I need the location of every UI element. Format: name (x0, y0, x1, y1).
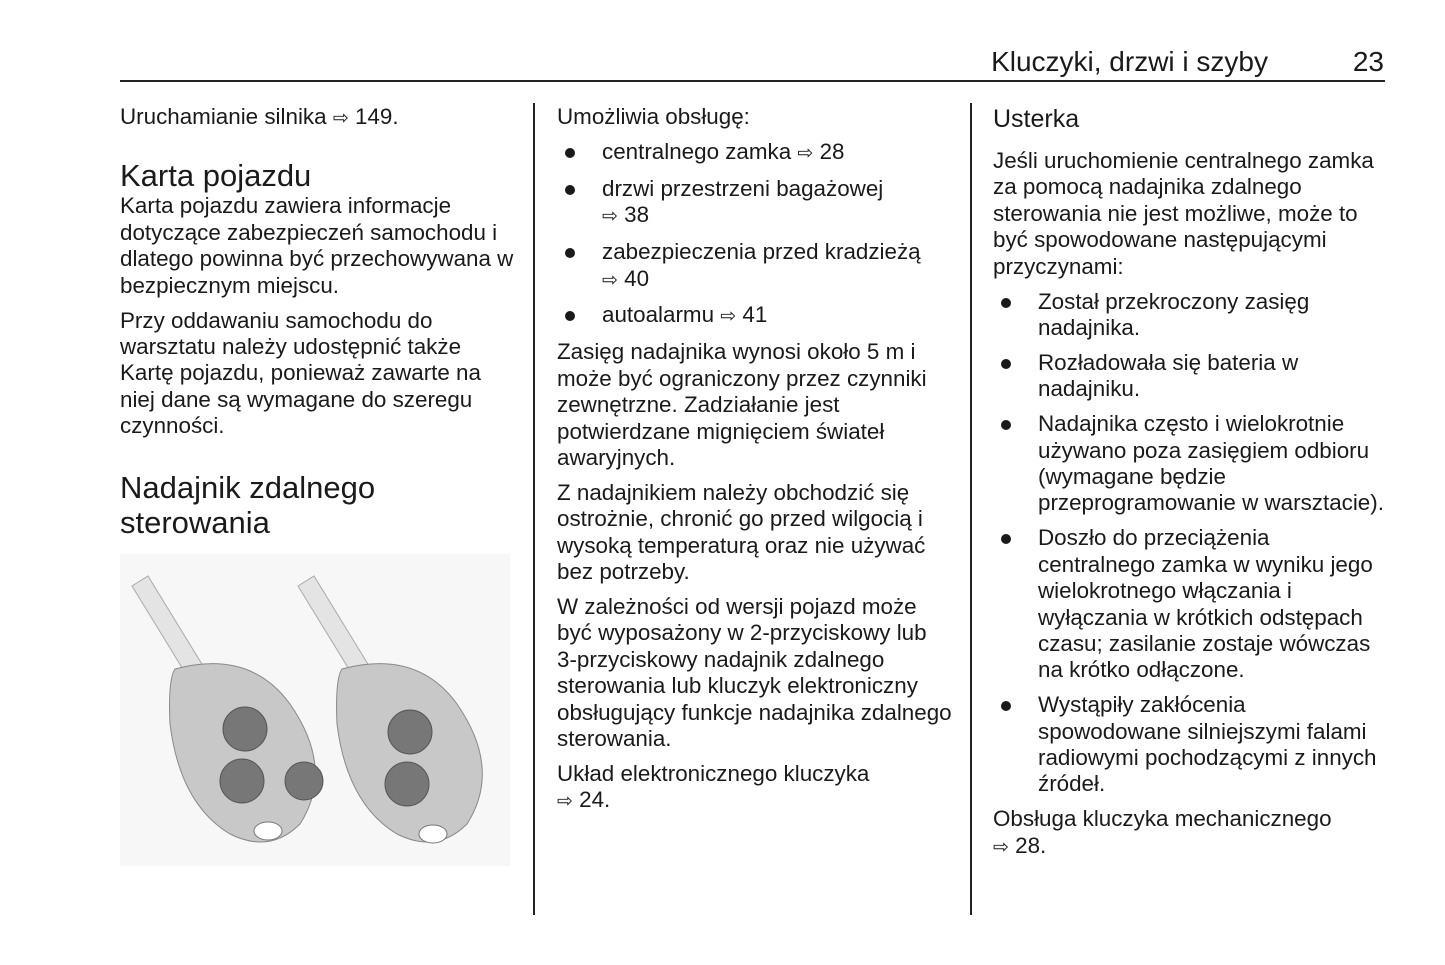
page-number: 23 (1352, 46, 1384, 77)
remote-keys-illustration (120, 554, 510, 866)
column-1 (120, 104, 515, 866)
paragraph: Jeśli uruchomienie centralnego zamka za pomocą nadajnika zdalnego sterowania nie jest możliwe, może to być spowodowane następującymi przyczynami: (993, 148, 1374, 279)
paragraph: Zasięg nadajnika wynosi około 5 m i może być ograniczony przez czynniki zewnętrzne. Zadziałanie jest potwierdzane mignięciem świateł awaryjnych. (557, 339, 927, 470)
bullet-icon (1001, 420, 1011, 430)
list-item (993, 411, 1388, 517)
column-2 (557, 104, 952, 824)
paragraph (557, 761, 952, 816)
bullet-icon (565, 311, 575, 321)
bullet-icon (1001, 701, 1011, 711)
text: drzwi przestrzeni bagażowej (602, 175, 884, 201)
reference-arrow-icon: ⇨ (797, 142, 814, 164)
bullet-icon (565, 185, 575, 195)
paragraph (993, 806, 1388, 861)
text: centralnego zamka (602, 138, 792, 164)
text: Doszło do przeciążenia centralnego zamka w wyniku jego wielokrotnego włączania i wyłączania w krótkich odstępach czasu; zasilanie zostaje wówczas na krótko odłączone. (1038, 525, 1373, 683)
bullet-icon (565, 148, 575, 158)
list-item (557, 239, 952, 294)
reference-arrow-icon: ⇨ (332, 108, 349, 129)
reference-arrow-icon: ⇨ (602, 206, 618, 228)
list-item (993, 525, 1388, 683)
feature-list (557, 139, 952, 331)
page-link[interactable]: 41 (742, 302, 768, 328)
text: Obsługa kluczyka mechanicznego (993, 806, 1332, 832)
column-3 (993, 104, 1388, 870)
heading-vehicle-card: Karta pojazdu (120, 158, 312, 194)
text: Układ elektronicznego kluczyka (557, 760, 870, 786)
paragraph: Przy oddawaniu samochodu do warsztatu należy udostępnić także Kartę pojazdu, ponieważ zawarte na niej dane są wymagane do szeregu czynności. (120, 307, 481, 439)
page-link[interactable]: 40 (624, 265, 650, 291)
reference-arrow-icon: ⇨ (602, 269, 618, 291)
paragraph: Umożliwia obsługę: (557, 104, 750, 129)
intro-ref (120, 104, 515, 132)
heading-fault: Usterka (993, 105, 1080, 133)
text: Nadajnika często i wielokrotnie używano poza zasięgiem odbioru (wymagane będzie przeprogramowanie w warsztacie). (1038, 411, 1384, 516)
text: Uruchamianie silnika (120, 104, 327, 129)
paragraph: Z nadajnikiem należy obchodzić się ostrożnie, chronić go przed wilgocią i wysoką temperaturą oraz nie używać bez potrzeby. (557, 479, 926, 585)
chapter-title: Kluczyki, drzwi i szyby (991, 46, 1268, 77)
page-link[interactable]: 149. (354, 104, 399, 129)
header-divider (120, 80, 1385, 82)
text: Rozładowała się bateria w nadajniku. (1038, 349, 1299, 402)
list-item (557, 176, 952, 231)
bullet-icon (1001, 534, 1011, 544)
cause-list (993, 289, 1388, 798)
text: Został przekroczony zasięg nadajnika. (1038, 288, 1310, 340)
bullet-icon (1001, 298, 1011, 308)
page-link[interactable]: 24. (579, 787, 611, 813)
list-item (993, 289, 1388, 342)
list-item (993, 350, 1388, 403)
paragraph: Karta pojazdu zawiera informacje dotyczące zabezpieczeń samochodu i dlatego powinna być przechowywana w bezpiecznym miejscu. (120, 193, 514, 298)
list-item (993, 692, 1388, 798)
page-link[interactable]: 38 (624, 202, 650, 228)
text: autoalarmu (602, 302, 715, 328)
column-divider (533, 103, 535, 915)
reference-arrow-icon: ⇨ (557, 791, 573, 813)
page-link[interactable]: 28 (819, 138, 845, 164)
page-link[interactable]: 28. (1015, 832, 1047, 858)
reference-arrow-icon: ⇨ (993, 836, 1009, 858)
column-divider (970, 103, 972, 915)
text: Wystąpiły zakłócenia spowodowane silniejszymi falami radiowymi pochodzącymi z innych źródeł. (1038, 692, 1377, 797)
text: zabezpieczenia przed kradzieżą (602, 239, 921, 265)
paragraph: W zależności od wersji pojazd może być wyposażony w 2-przyciskowy lub 3-przyciskowy nadajnik zdalnego sterowania lub kluczyk elektroniczny obsługujący funkcje nadajnika zdalnego sterowania. (557, 594, 952, 752)
bullet-icon (1001, 359, 1011, 369)
bullet-icon (565, 248, 575, 258)
heading-remote-control: Nadajnik zdalnego sterowania (120, 469, 376, 540)
list-item (557, 302, 952, 330)
list-item (557, 139, 952, 167)
reference-arrow-icon: ⇨ (720, 306, 737, 328)
